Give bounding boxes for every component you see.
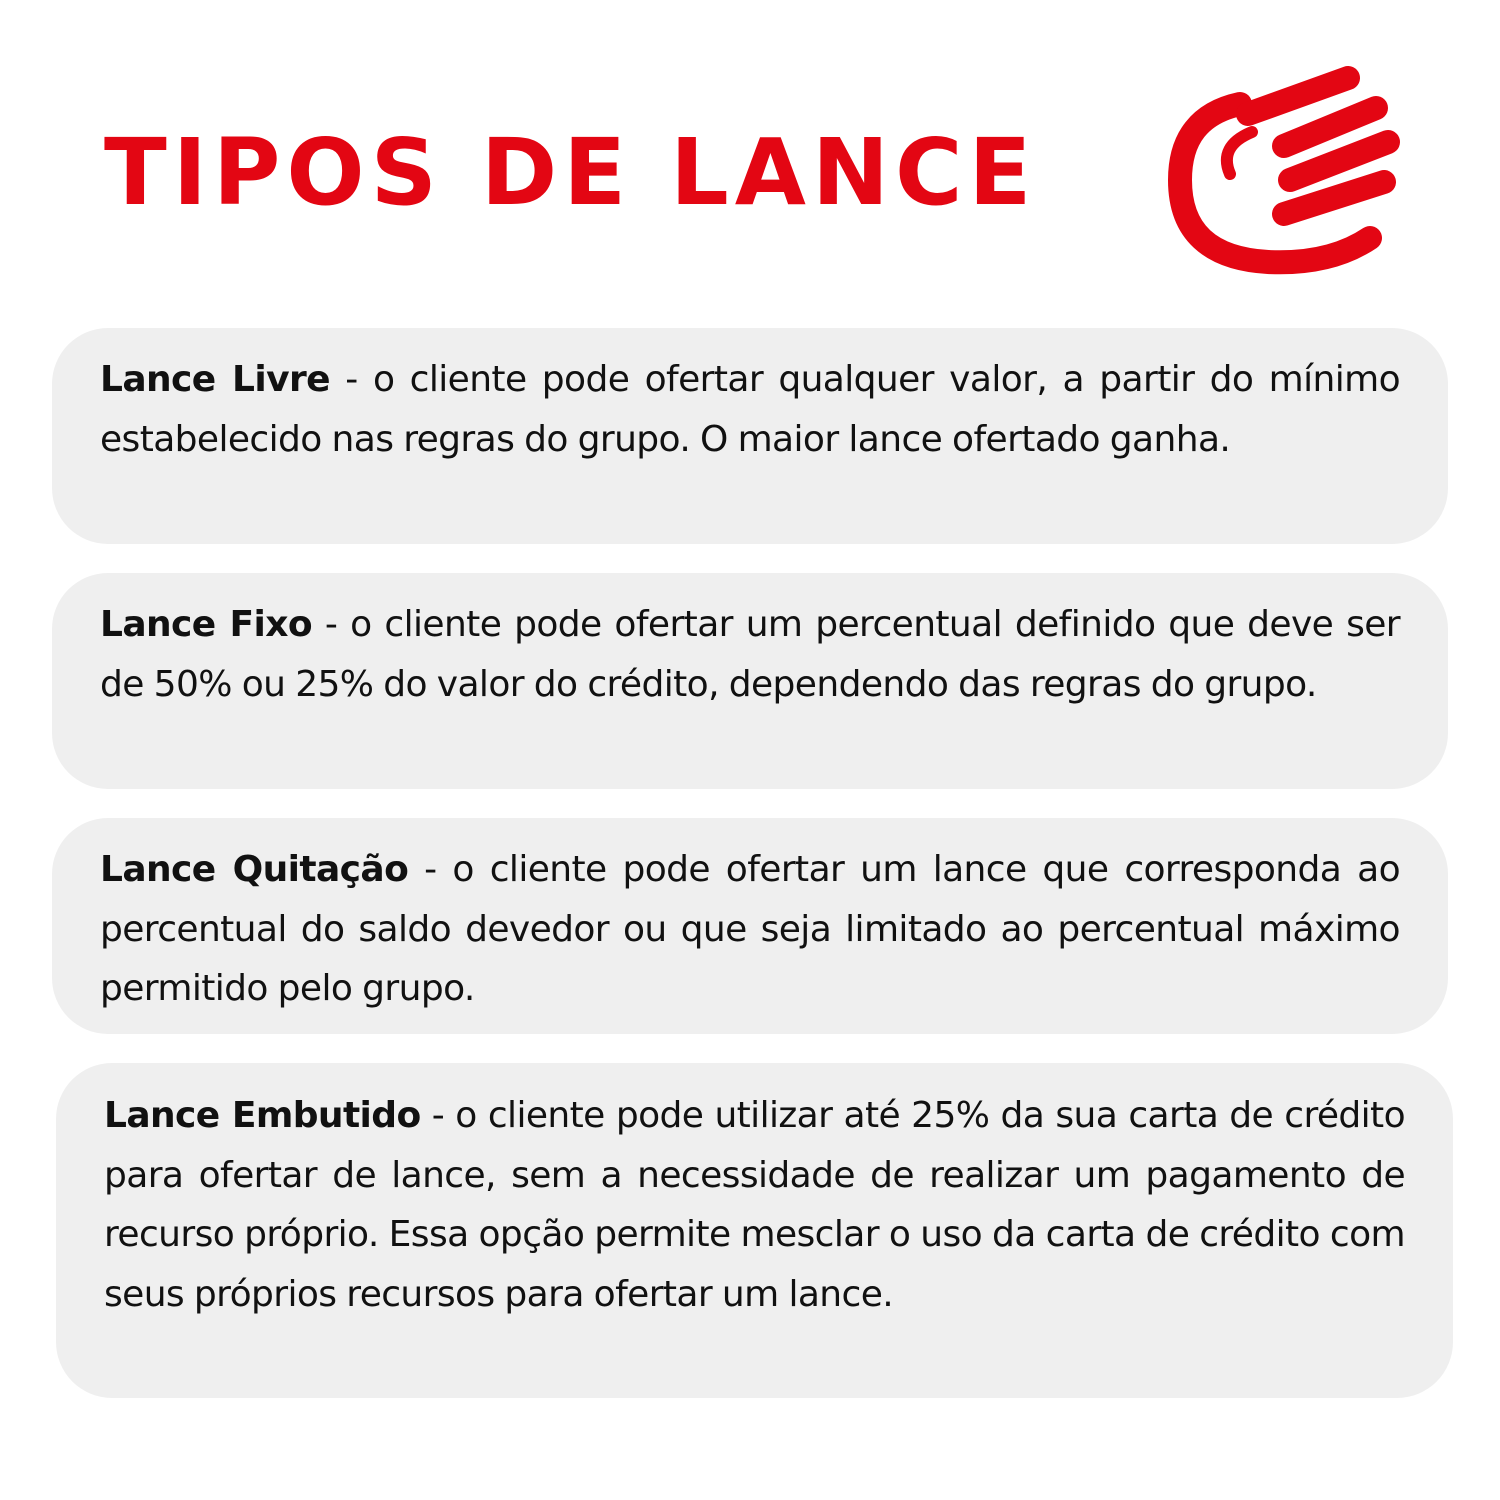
card-description: - o cliente pode ofertar um lance que corresponda ao percentual do saldo devedor ou que seja limitado ao percentual máximo permitido pelo grupo. bbox=[100, 849, 1400, 1009]
card-lance-embutido bbox=[56, 1063, 1453, 1398]
card-description: - o cliente pode ofertar qualquer valor, a partir do mínimo estabelecido nas regras do grupo. O maior lance ofertado ganha. bbox=[100, 359, 1400, 460]
card-text bbox=[100, 840, 1400, 1019]
card-text bbox=[104, 1086, 1405, 1324]
card-term: Lance Quitação bbox=[100, 849, 409, 890]
card-text bbox=[100, 350, 1400, 469]
card-lance-quitacao bbox=[52, 818, 1448, 1034]
card-lance-livre bbox=[52, 328, 1448, 544]
header bbox=[0, 0, 1500, 290]
card-description: - o cliente pode utilizar até 25% da sua carta de crédito para ofertar de lance, sem a necessidade de realizar um pagamento de recurso próprio. Essa opção permite mesclar o uso da carta de crédito com seus próprios recursos para ofertar um lance. bbox=[104, 1095, 1405, 1315]
card-term: Lance Embutido bbox=[104, 1095, 421, 1136]
card-term: Lance Livre bbox=[100, 359, 330, 400]
card-lance-fixo bbox=[52, 573, 1448, 789]
hand-icon bbox=[1160, 62, 1410, 277]
card-term: Lance Fixo bbox=[100, 604, 313, 645]
card-text bbox=[100, 595, 1400, 714]
card-description: - o cliente pode ofertar um percentual definido que deve ser de 50% ou 25% do valor do crédito, dependendo das regras do grupo. bbox=[100, 604, 1400, 705]
page-title: TIPOS DE LANCE bbox=[104, 119, 1038, 226]
